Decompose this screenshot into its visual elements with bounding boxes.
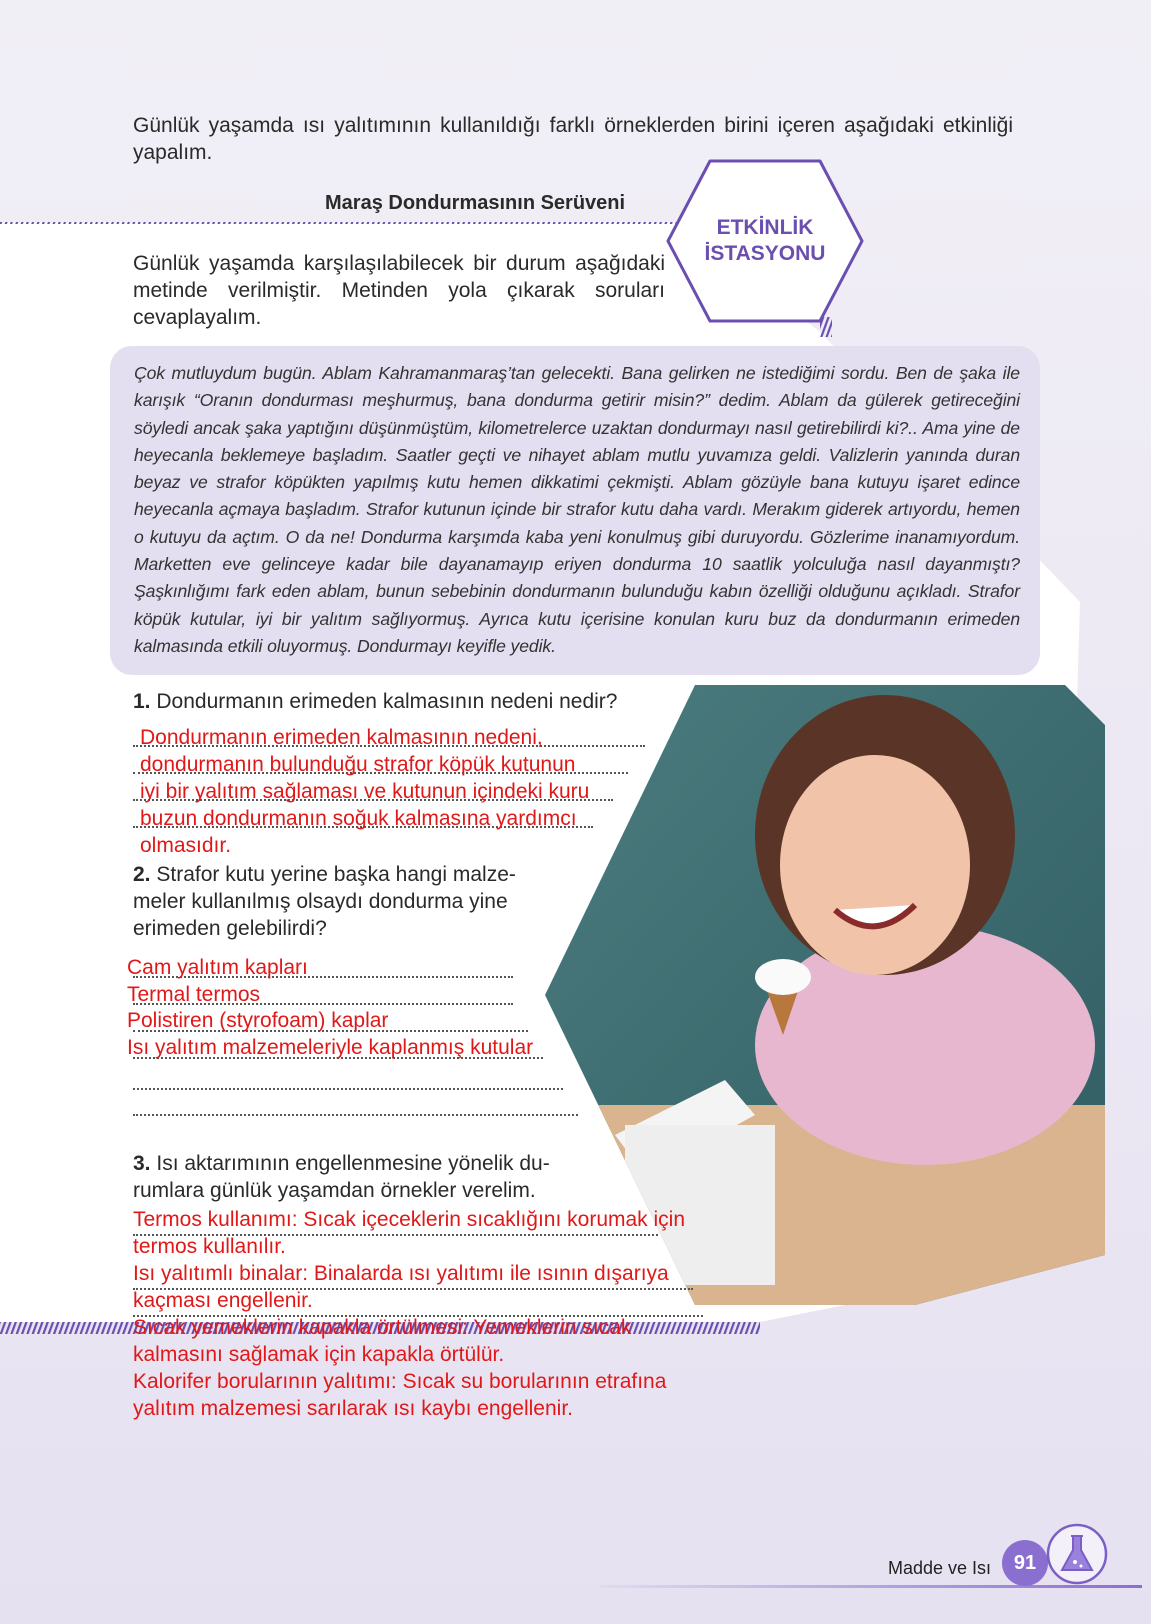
- answer-3-line: kaçması engellenir.: [133, 1289, 313, 1312]
- page-number: 91: [1002, 1540, 1048, 1586]
- answer-1-line: Dondurmanın erimeden kalmasının nedeni,: [140, 726, 543, 749]
- question-2-number: 2.: [133, 863, 151, 886]
- answer-line: [133, 1088, 563, 1090]
- question-2: [133, 861, 573, 942]
- question-1-text: Dondurmanın erimeden kalmasının nedeni nedir?: [156, 690, 618, 713]
- footer-unit-title: Madde ve Isı: [888, 1558, 992, 1578]
- answer-3-line: Kalorifer borularının yalıtımı: Sıcak su borularının etrafına: [133, 1370, 667, 1393]
- badge-line1: ETKİNLİK: [716, 216, 814, 239]
- question-1-number: 1.: [133, 690, 151, 713]
- question-2-text: erimeden gelebilirdi?: [133, 917, 327, 940]
- answer-2-line: Isı yalıtım malzemeleriyle kaplanmış kutular: [127, 1036, 534, 1059]
- intro-text: Günlük yaşamda ısı yalıtımının kullanıldığı farklı örneklerden birini içeren aşağıdaki etkinliği yapalım.: [133, 114, 1013, 164]
- story-passage: Çok mutluydum bugün. Ablam Kahramanmaraş’tan gelecekti. Bana gelirken ne istediğimi sordu. Ben de şaka ile karışık “Oranın dondurması meşhurmuş, bana dondurma getirir misin?” dedim. Ablam da gülerek getireceğini söyledi ancak şaka yaptığını düşünmüştüm, kilometrelerce uzaktan dondurmayı nasıl getirebilirdi ki?.. Ama yine de heyecanla beklemeye başladım. Saatler geçti ve nihayet ablam mutlu yuvamıza geldi. Valizlerin yanında duran beyaz ve strafor köpükten yapılmış kutu hemen dikkatimi çekmişti. Ablam gözüyle bana kutuyu işaret edince heyecanla açmaya başladım. Strafor kutunun içinde bir strafor kutu daha vardı. Merakım giderek artıyordu, hemen o kutuyu da açtım. O da ne! Dondurma karşımda kaba yeni konulmuş gibi duruyordu. Gözlerime inanamıyordum. Marketten eve gelinceye kadar bile dayanamayıp eriyen dondurma 10 saatlik yolculuğa nasıl dayanmıştı? Şaşkınlığımı fark eden ablam, bunun sebebinin dondurmanın bulunduğu kabın özelliği olduğunu açıkladı. Strafor köpük kutular, iyi bir yalıtım sağlıyormuş. Ayrıca kutu içerisine konulan kuru buz da dondurmanın erimeden kalmasında etkili oluyormuş. Dondurmayı keyifle yedik.: [110, 346, 1040, 675]
- question-3-number: 3.: [133, 1152, 151, 1175]
- badge-line2: İSTASYONU: [704, 242, 826, 265]
- answer-3-line: Termos kullanımı: Sıcak içeceklerin sıcaklığını korumak için: [133, 1208, 686, 1231]
- answer-2-line: Cam yalıtım kapları: [127, 956, 308, 979]
- question-3: [133, 1150, 618, 1204]
- answer-2-line: Polistiren (styrofoam) kaplar: [127, 1009, 389, 1032]
- answer-3-line: kalmasını sağlamak için kapakla örtülür.: [133, 1343, 505, 1366]
- answer-1-line: olmasıdır.: [140, 834, 232, 857]
- question-2-text: meler kullanılmış olsaydı dondurma yine: [133, 890, 508, 913]
- flask-icon: [1045, 1522, 1109, 1586]
- answer-line: [133, 1114, 578, 1116]
- question-2-text: Strafor kutu yerine başka hangi malze-: [156, 863, 516, 886]
- question-3-text: rumlara günlük yaşamdan örnekler verelim.: [133, 1179, 536, 1202]
- answer-3-line: Isı yalıtımlı binalar: Binalarda ısı yalıtımı ile ısının dışarıya: [133, 1262, 669, 1285]
- question-1: [133, 688, 617, 715]
- answer-3-line: Sıcak yemeklerin kapakla örtülmesi: Yemeklerin sıcak: [133, 1316, 632, 1339]
- answer-1-line: buzun dondurmanın soğuk kalmasına yardımcı: [140, 807, 577, 830]
- answer-1-line: iyi bir yalıtım sağlaması ve kutunun içindeki kuru: [140, 780, 590, 803]
- question-3-text: Isı aktarımının engellenmesine yönelik du-: [156, 1152, 550, 1175]
- answer-3-line: yalıtım malzemesi sarılarak ısı kaybı engellenir.: [133, 1397, 573, 1420]
- activity-title: Maraş Dondurmasının Serüveni: [325, 192, 626, 214]
- answer-1-line: dondurmanın bulunduğu strafor köpük kutunun: [140, 753, 576, 776]
- answer-3-line: termos kullanılır.: [133, 1235, 286, 1258]
- answer-2-line: Termal termos: [127, 983, 261, 1006]
- activity-intro: Günlük yaşamda karşılaşılabilecek bir durum aşağıdaki metinde verilmiştir. Metinden yola çıkarak soruları cevaplayalım.: [133, 252, 665, 329]
